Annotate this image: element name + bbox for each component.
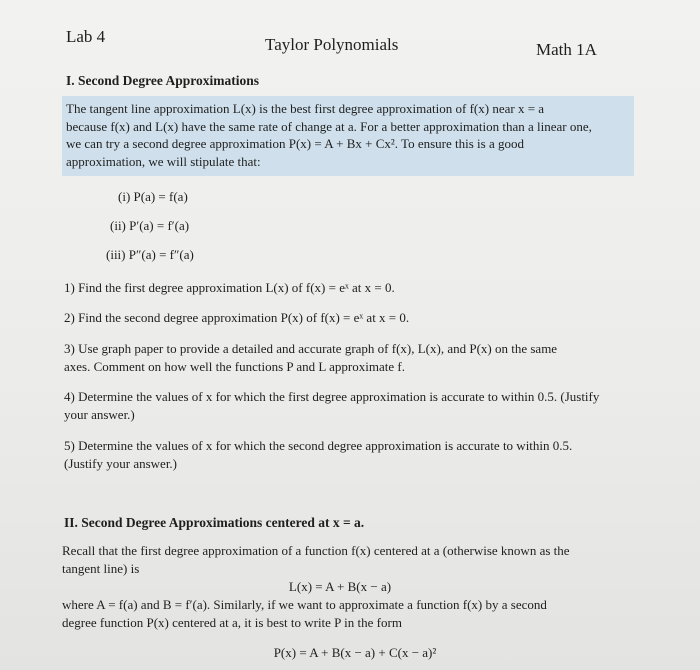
- condition-i: (i) P(a) = f(a): [118, 189, 188, 204]
- section1-title: I. Second Degree Approximations: [66, 73, 260, 88]
- where-line: degree function P(x) centered at a, it is best to write P in the form: [62, 614, 402, 630]
- condition-iii: (iii) P″(a) = f″(a): [106, 247, 194, 262]
- where-line: where A = f(a) and B = f′(a). Similarly, if we want to approximate a function f(x) by a second: [62, 597, 547, 612]
- question-4-line: 4) Determine the values of x for which the first degree approximation is accurate to within 0.5. (Justify: [64, 389, 600, 404]
- question-4: [64, 388, 630, 423]
- section1-intro: [66, 100, 632, 170]
- intro-line: we can try a second degree approximation P(x) = A + Bx + Cx². To ensure this is a good: [66, 136, 524, 151]
- recall-line: tangent line) is: [62, 560, 140, 576]
- header-title: Taylor Polynomials: [265, 35, 399, 54]
- intro-line: approximation, we will stipulate that:: [66, 153, 261, 169]
- section2-where: [62, 596, 630, 631]
- question-5-line: 5) Determine the values of x for which the second degree approximation is accurate to within 0.5.: [64, 438, 573, 453]
- intro-line: The tangent line approximation L(x) is the best first degree approximation of f(x) near x = a: [66, 101, 545, 116]
- question-1: 1) Find the first degree approximation L(x) of f(x) = eˣ at x = 0.: [64, 280, 395, 295]
- equation-quadratic: P(x) = A + B(x − a) + C(x − a)²: [273, 645, 437, 660]
- question-3-line: axes. Comment on how well the functions P and L approximate f.: [64, 358, 405, 374]
- question-3: [64, 340, 630, 375]
- intro-line: because f(x) and L(x) have the same rate of change at a. For a better approximation than a linear one,: [66, 118, 592, 134]
- question-5-line: (Justify your answer.): [64, 455, 178, 471]
- equation-linear: L(x) = A + B(x − a): [288, 579, 392, 594]
- recall-line: Recall that the first degree approximation of a function f(x) centered at a (otherwise known as the: [62, 543, 570, 558]
- header-left: Lab 4: [66, 27, 106, 46]
- question-3-line: 3) Use graph paper to provide a detailed and accurate graph of f(x), L(x), and P(x) on the same: [64, 341, 558, 356]
- header-right: Math 1A: [536, 40, 597, 59]
- question-5: [64, 437, 630, 472]
- question-2: 2) Find the second degree approximation P(x) of f(x) = eˣ at x = 0.: [64, 310, 410, 325]
- question-4-line: your answer.): [64, 406, 135, 422]
- condition-ii: (ii) P′(a) = f′(a): [110, 218, 190, 233]
- section2-recall: [62, 542, 630, 577]
- section2-title: II. Second Degree Approximations centered at x = a.: [64, 515, 365, 530]
